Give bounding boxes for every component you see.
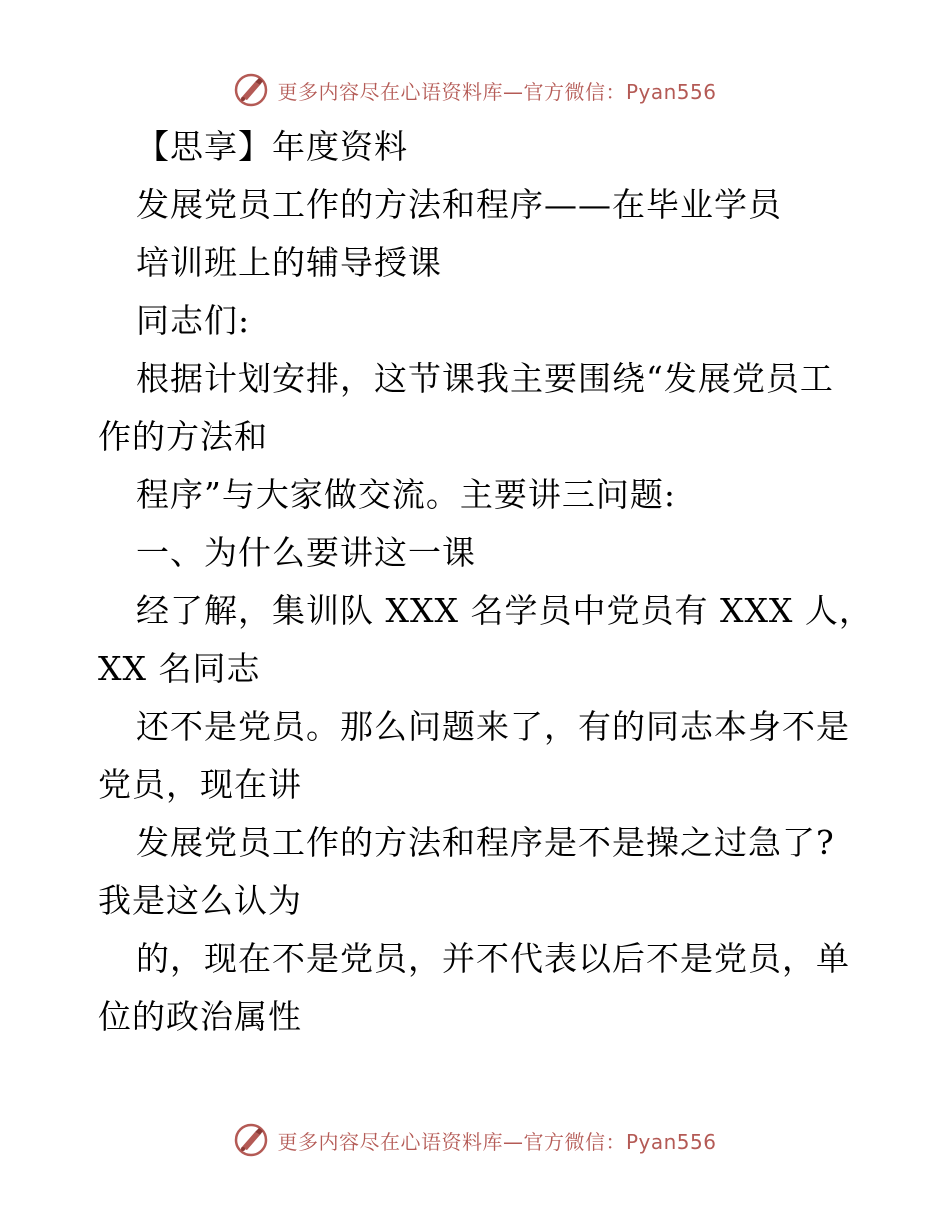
doc-line-14: 我是这么认为: [98, 881, 302, 920]
doc-line-13: 发展党员工作的方法和程序是不是操之过急了?: [136, 823, 835, 862]
header-banner-text: 更多内容尽在心语资料库—官方微信：Pyan556: [277, 79, 717, 104]
doc-salutation: 同志们:: [136, 301, 251, 340]
footer-banner-text: 更多内容尽在心语资料库—官方微信：Pyan556: [277, 1129, 717, 1154]
doc-line-12: 党员，现在讲: [98, 765, 302, 804]
doc-line-9: 经了解，集训队 XXX 名学员中党员有 XXX 人，: [136, 591, 873, 630]
footer-banner: [0, 1120, 950, 1160]
header-banner: [0, 70, 950, 110]
doc-line-6: 作的方法和: [98, 417, 268, 456]
doc-title-line-2: 培训班上的辅导授课: [136, 243, 442, 282]
doc-line-11: 还不是党员。那么问题来了，有的同志本身不是: [136, 707, 850, 746]
pen-seal-icon: [233, 1122, 269, 1158]
doc-line-7: 程序”与大家做交流。主要讲三问题:: [136, 475, 676, 514]
pen-seal-icon: [233, 72, 269, 108]
doc-line-5: 根据计划安排，这节课我主要围绕“发展党员工: [136, 359, 834, 398]
doc-line-15: 的，现在不是党员，并不代表以后不是党员，单: [136, 939, 850, 978]
doc-section-heading: 一、为什么要讲这一课: [136, 533, 476, 572]
document-body: [98, 118, 878, 1046]
doc-line-1: 【思享】年度资料: [136, 127, 408, 166]
doc-line-10: XX 名同志: [98, 649, 261, 688]
doc-line-16: 位的政治属性: [98, 997, 302, 1036]
doc-title-line-1: 发展党员工作的方法和程序——在毕业学员: [136, 185, 782, 224]
